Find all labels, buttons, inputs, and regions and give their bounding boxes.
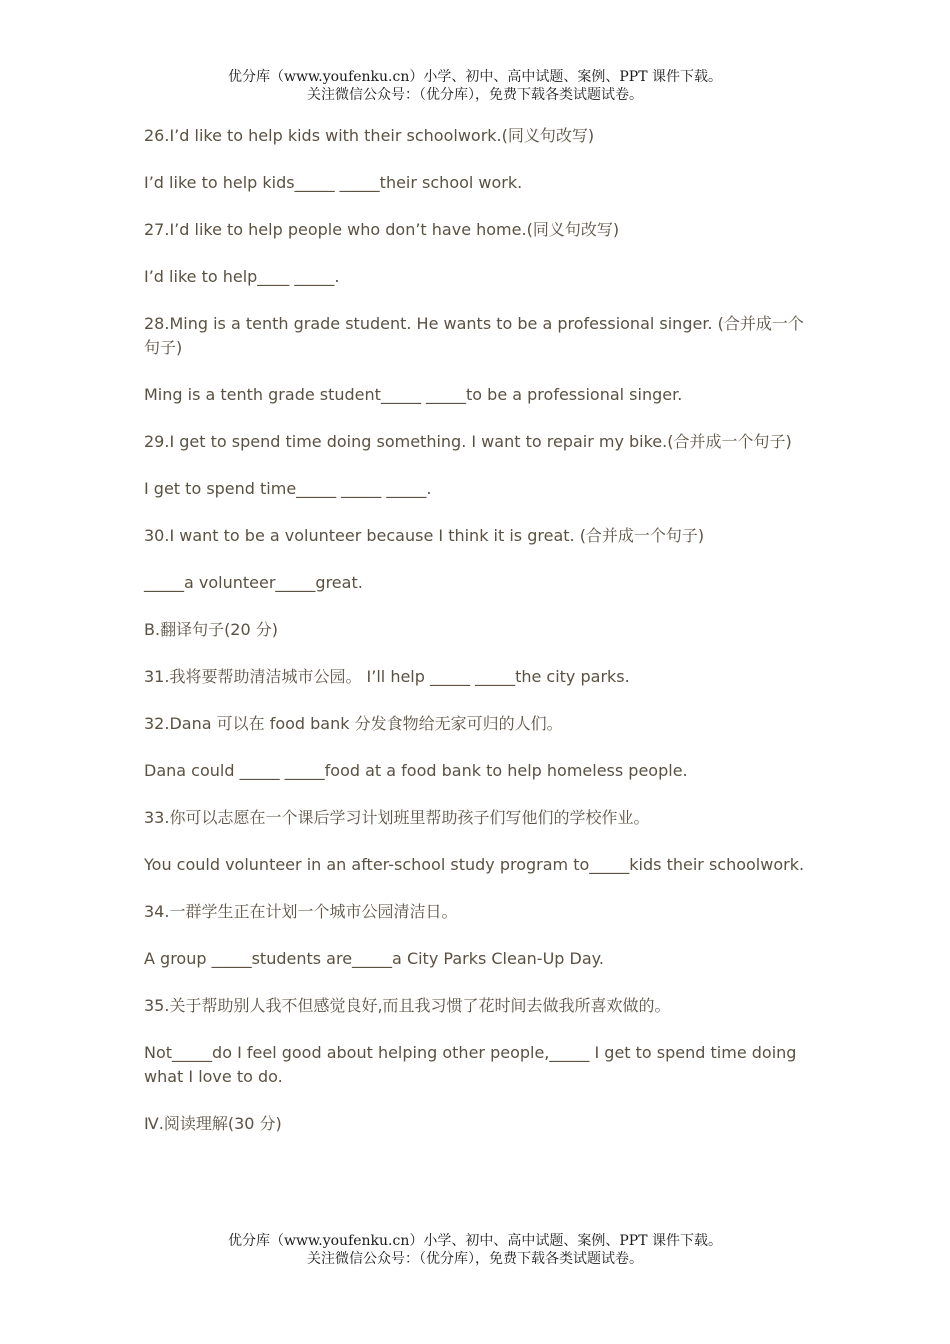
question-30: 30.I want to be a volunteer because I think it is great. (合并成一个句子) [144, 526, 705, 545]
answer-35: Not_____do I feel good about helping other people,_____ I get to spend time doing what I love to do. [144, 1043, 797, 1086]
header-line-2: 关注微信公众号：（优分库），免费下载各类试题试卷。 [307, 87, 643, 103]
question-33: 33.你可以志愿在一个课后学习计划班里帮助孩子们写他们的学校作业。 [144, 808, 650, 827]
answer-34: A group _____students are_____a City Parks Clean-Up Day. [144, 949, 604, 968]
question-35: 35.关于帮助别人我不但感觉良好,而且我习惯了花时间去做我所喜欢做的。 [144, 996, 671, 1015]
question-28: 28.Ming is a tenth grade student. He wants to be a professional singer. (合并成一个句子) [144, 314, 804, 357]
footer-line-2: 关注微信公众号：（优分库），免费下载各类试题试卷。 [307, 1251, 643, 1267]
header-line-1: 优分库（www.youfenku.cn）小学、初中、高中试题、案例、PPT 课件下载。 [227, 69, 722, 85]
section-iv-heading: Ⅳ.阅读理解(30 分) [144, 1114, 282, 1133]
question-27: 27.I’d like to help people who don’t have home.(同义句改写) [144, 220, 620, 239]
page-footer [0, 1232, 950, 1268]
page-header [0, 68, 950, 104]
question-26: 26.I’d like to help kids with their schoolwork.(同义句改写) [144, 126, 595, 145]
answer-29: I get to spend time_____ _____ _____. [144, 479, 432, 498]
answer-32: Dana could _____ _____food at a food bank to help homeless people. [144, 761, 688, 780]
answer-33: You could volunteer in an after-school study program to_____kids their schoolwork. [144, 855, 805, 874]
answer-30: _____a volunteer_____great. [144, 573, 363, 592]
section-b-heading: B.翻译句子(20 分) [144, 620, 278, 639]
question-31: 31.我将要帮助清洁城市公园。 I’ll help _____ _____the city parks. [144, 667, 630, 686]
question-32: 32.Dana 可以在 food bank 分发食物给无家可归的人们。 [144, 714, 563, 733]
answer-26: I’d like to help kids_____ _____their school work. [144, 173, 523, 192]
question-34: 34.一群学生正在计划一个城市公园清洁日。 [144, 902, 458, 921]
document-body [144, 124, 810, 1159]
answer-27: I’d like to help____ _____. [144, 267, 340, 286]
footer-line-1: 优分库（www.youfenku.cn）小学、初中、高中试题、案例、PPT 课件下载。 [227, 1233, 722, 1249]
question-29: 29.I get to spend time doing something. I want to repair my bike.(合并成一个句子) [144, 432, 792, 451]
answer-28: Ming is a tenth grade student_____ _____to be a professional singer. [144, 385, 683, 404]
